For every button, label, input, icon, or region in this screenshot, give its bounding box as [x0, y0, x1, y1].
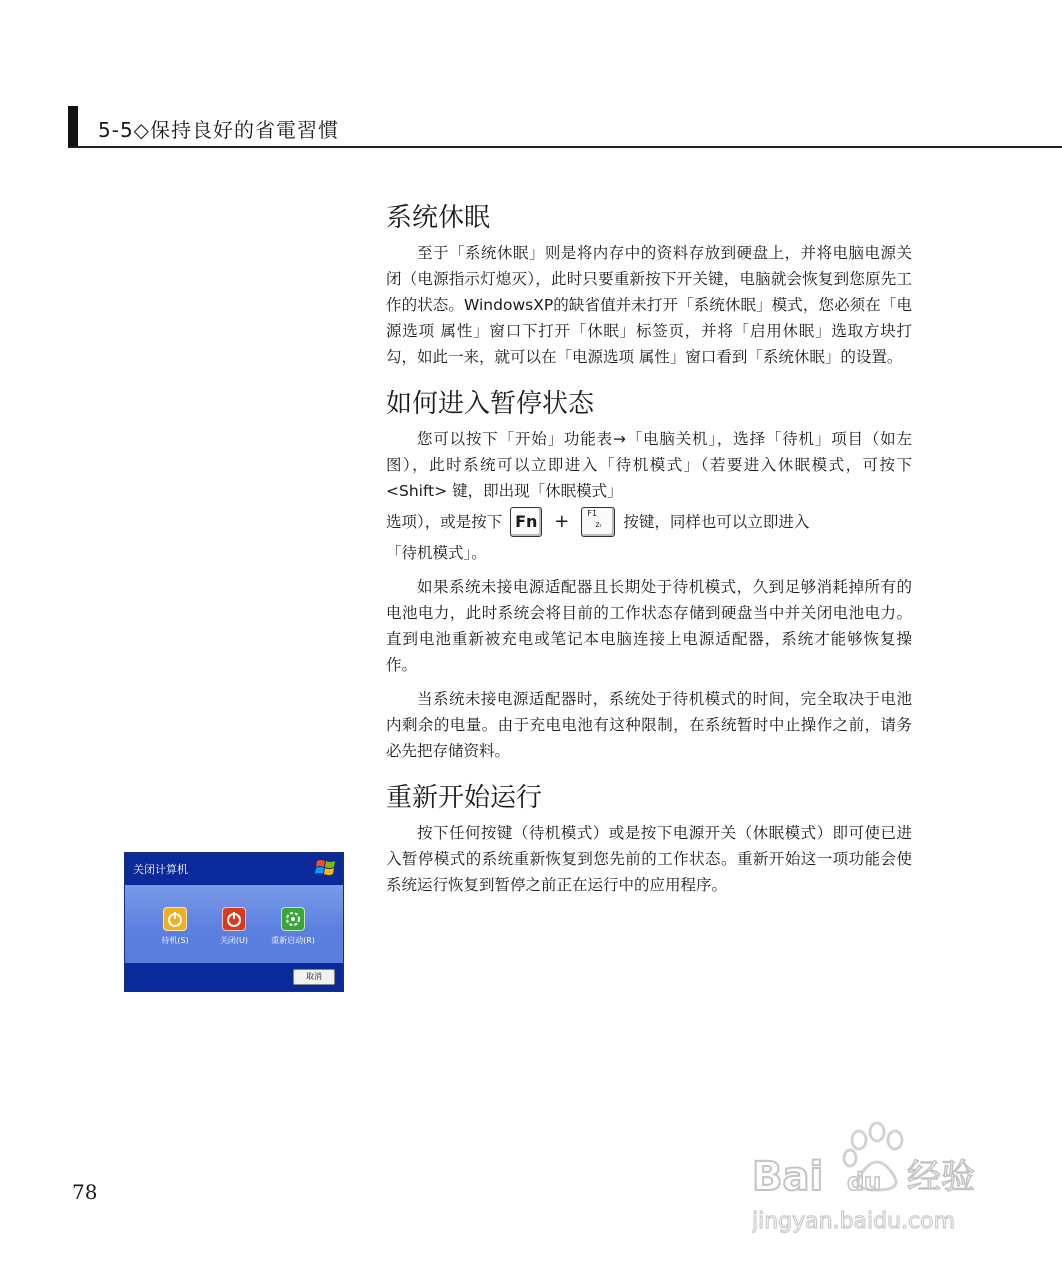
baidu-watermark-logo	[752, 1118, 1002, 1238]
page-number: 78	[72, 1180, 98, 1204]
power-off-icon	[222, 907, 246, 931]
dialog-title: 关闭计算机	[133, 863, 188, 876]
power-off-option[interactable]	[204, 907, 264, 946]
standby-icon	[163, 907, 187, 931]
chapter-title: 5-5◇保持良好的省電習慣	[98, 118, 340, 142]
fn-key-icon: Fn	[510, 507, 542, 537]
standby-label: 待机(S)	[161, 936, 189, 945]
page-header	[68, 106, 1062, 148]
f1-key-label: F1	[587, 509, 598, 518]
standby-option[interactable]	[145, 907, 205, 946]
dialog-titlebar	[125, 853, 343, 885]
windows-logo-icon	[315, 857, 337, 879]
svg-text:du: du	[847, 1168, 882, 1196]
section-title-resume: 重新开始运行	[386, 783, 543, 813]
dialog-footer	[125, 963, 343, 991]
header-rule	[68, 146, 1062, 148]
shutdown-dialog-screenshot	[124, 852, 344, 992]
section-title-hibernate: 系统休眠	[386, 203, 491, 233]
f1-key-sleep-glyph: zᵣ	[595, 520, 602, 529]
svg-text:jingyan.baidu.com: jingyan.baidu.com	[752, 1209, 956, 1234]
section-title-suspend: 如何进入暂停状态	[386, 389, 595, 419]
power-off-label: 关闭(U)	[219, 936, 249, 945]
dialog-body	[125, 885, 343, 963]
resume-paragraph: 按下任何按键（待机模式）或是按下电源开关（休眠模式）即可使已进入暂停模式的系统重新恢复到您先前的工作状态。重新开始这一项功能会使系统运行恢复到暂停之前正在运行中的应用程序。	[386, 824, 912, 894]
key-line-tail: 「待机模式」。	[386, 544, 487, 562]
svg-text:经验: 经验	[907, 1157, 975, 1197]
battery-paragraph-1: 如果系统未接电源适配器且长期处于待机模式，久到足够消耗掉所有的电池电力，此时系统会将目前的工作状态存储到硬盘当中并关闭电池电力。直到电池重新被充电或笔记本电脑连接上电源适配器，系统才能够恢复操作。	[386, 578, 912, 674]
restart-icon	[281, 907, 305, 931]
hibernate-paragraph: 至于「系统休眠」则是将内存中的资料存放到硬盘上，并将电脑电源关闭（电源指示灯熄灭），此时只要重新按下开关键，电脑就会恢复到您原先工作的状态。WindowsXP的缺省值并未打开「系统休眠」模式，您必须在「电源选项 属性」窗口下打开「休眠」标签页，并将「启用休眠」选取方块打勾，如此一来，就可以在「电源选项 属性」窗口看到「系统休眠」的设置。	[386, 244, 912, 366]
battery-paragraph-2: 当系统未接电源适配器时，系统处于待机模式的时间，完全取决于电池内剩余的电量。由于充电电池有这种限制，在系统暂时中止操作之前，请务必先把存储资料。	[386, 690, 912, 760]
suspend-intro-paragraph: 您可以按下「开始」功能表→「电脑关机」，选择「待机」项目（如左图），此时系统可以立即进入「待机模式」（若要进入休眠模式，可按下 <Shift> 键，即出现「休眠模式」	[386, 430, 912, 500]
key-line-before: 选项），或是按下	[386, 513, 503, 531]
main-content	[386, 200, 912, 898]
svg-text:Bai: Bai	[752, 1154, 824, 1200]
key-line-after: 按键，同样也可以立即进入	[623, 513, 810, 531]
restart-label: 重新启动(R)	[271, 936, 315, 945]
plus-sign: +	[554, 511, 570, 532]
key-combo-line	[386, 504, 912, 540]
cancel-button[interactable]: 取消	[293, 969, 335, 985]
restart-option[interactable]	[263, 907, 323, 946]
f1-key-icon	[581, 507, 615, 537]
header-bar	[68, 106, 78, 148]
